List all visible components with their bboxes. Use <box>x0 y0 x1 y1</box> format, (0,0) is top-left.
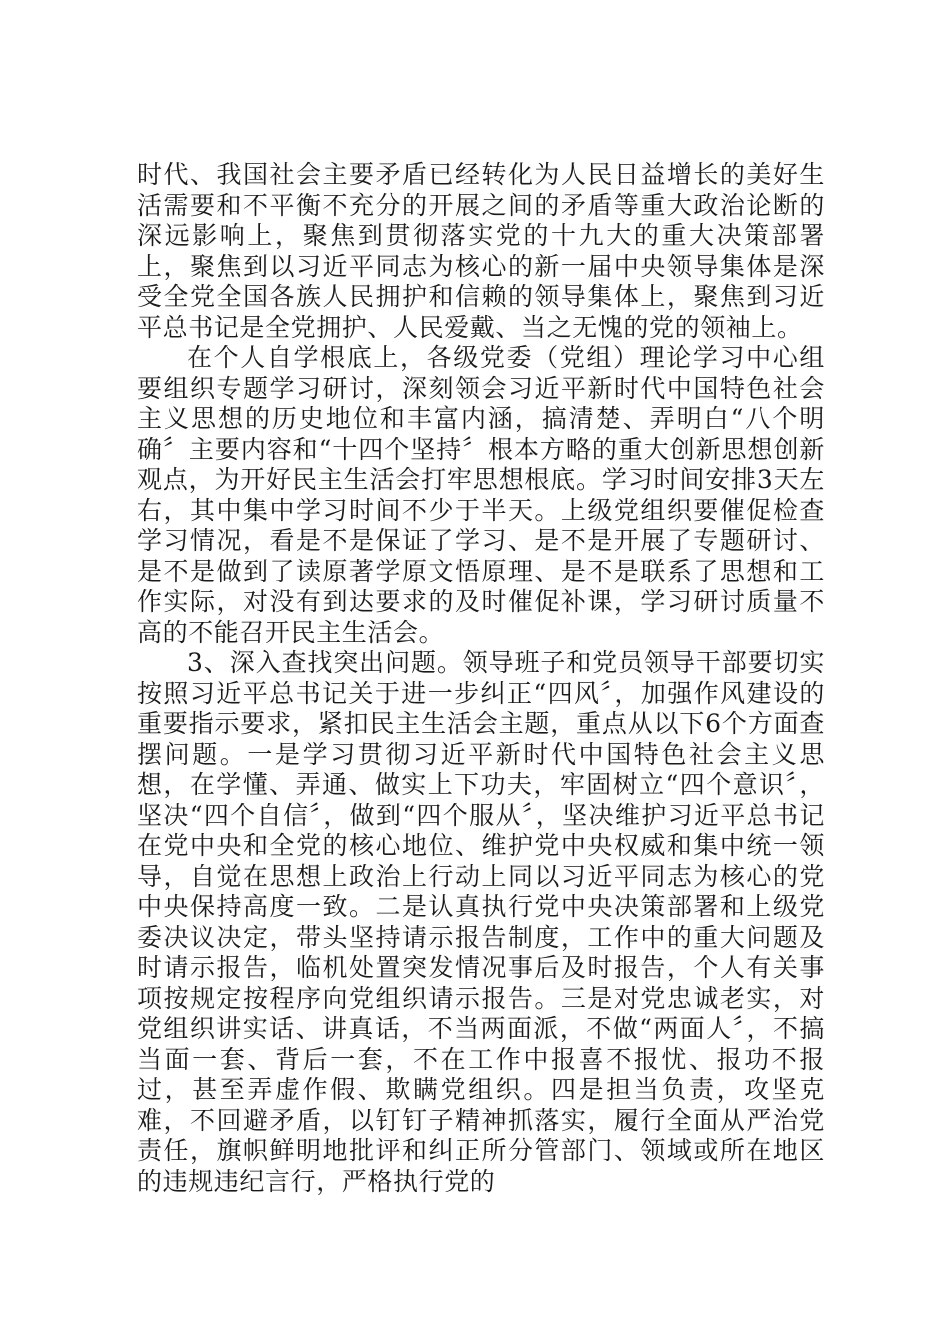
paragraph-find-problems: 3、深入查找突出问题。领导班子和党员领导干部要切实按照习近平总书记关于进一步纠正“四风〞，加强作风建设的重要指示要求，紧扣民主生活会主题，重点从以下6个方面查摆问题。一是学习贯彻习近平新时代中国特色社会主义思想，在学懂、弄通、做实上下功夫，牢固树立“四个意识〞，坚决“四个自信〞，做到“四个服从〞，坚决维护习近平总书记在党中央和全党的核心地位、维护党中央权威和集中统一领导，自觉在思想上政治上行动上同以习近平同志为核心的党中央保持高度一致。二是认真执行党中央决策部署和上级党委决议决定，带头坚持请示报告制度，工作中的重大问题及时请示报告，临机处置突发情况事后及时报告，个人有关事项按规定按程序向党组织请示报告。三是对党忠诚老实，对党组织讲实话、讲真话，不当两面派，不做“两面人〞，不搞当面一套、背后一套，不在工作中报喜不报忧、报功不报过，甚至弄虚作假、欺瞒党组织。四是担当负责，攻坚克难，不回避矛盾，以钉钉子精神抓落实，履行全面从严治党责任，旗帜鲜明地批评和纠正所分管部门、领域或所在地区的违规违纪言行，严格执行党的 <box>137 648 825 1196</box>
document-body <box>137 160 825 1197</box>
paragraph-continuation: 时代、我国社会主要矛盾已经转化为人民日益增长的美好生活需要和不平衡不充分的开展之间的矛盾等重大政治论断的深远影响上，聚焦到贯彻落实党的十九大的重大决策部署上，聚焦到以习近平同志为核心的新一届中央领导集体是深受全党全国各族人民拥护和信赖的领导集体上，聚焦到习近平总书记是全党拥护、人民爱戴、当之无愧的党的领袖上。 <box>137 160 825 342</box>
paragraph-self-study: 在个人自学根底上，各级党委（党组）理论学习中心组要组织专题学习研讨，深刻领会习近平新时代中国特色社会主义思想的历史地位和丰富内涵，搞清楚、弄明白“八个明确〞主要内容和“十四个坚持〞根本方略的重大创新思想创新观点，为开好民主生活会打牢思想根底。学习时间安排3天左右，其中集中学习时间不少于半天。上级党组织要催促检查学习情况，看是不是保证了学习、是不是开展了专题研讨、是不是做到了读原著学原文悟原理、是不是联系了思想和工作实际，对没有到达要求的及时催促补课，学习研讨质量不高的不能召开民主生活会。 <box>137 343 825 647</box>
